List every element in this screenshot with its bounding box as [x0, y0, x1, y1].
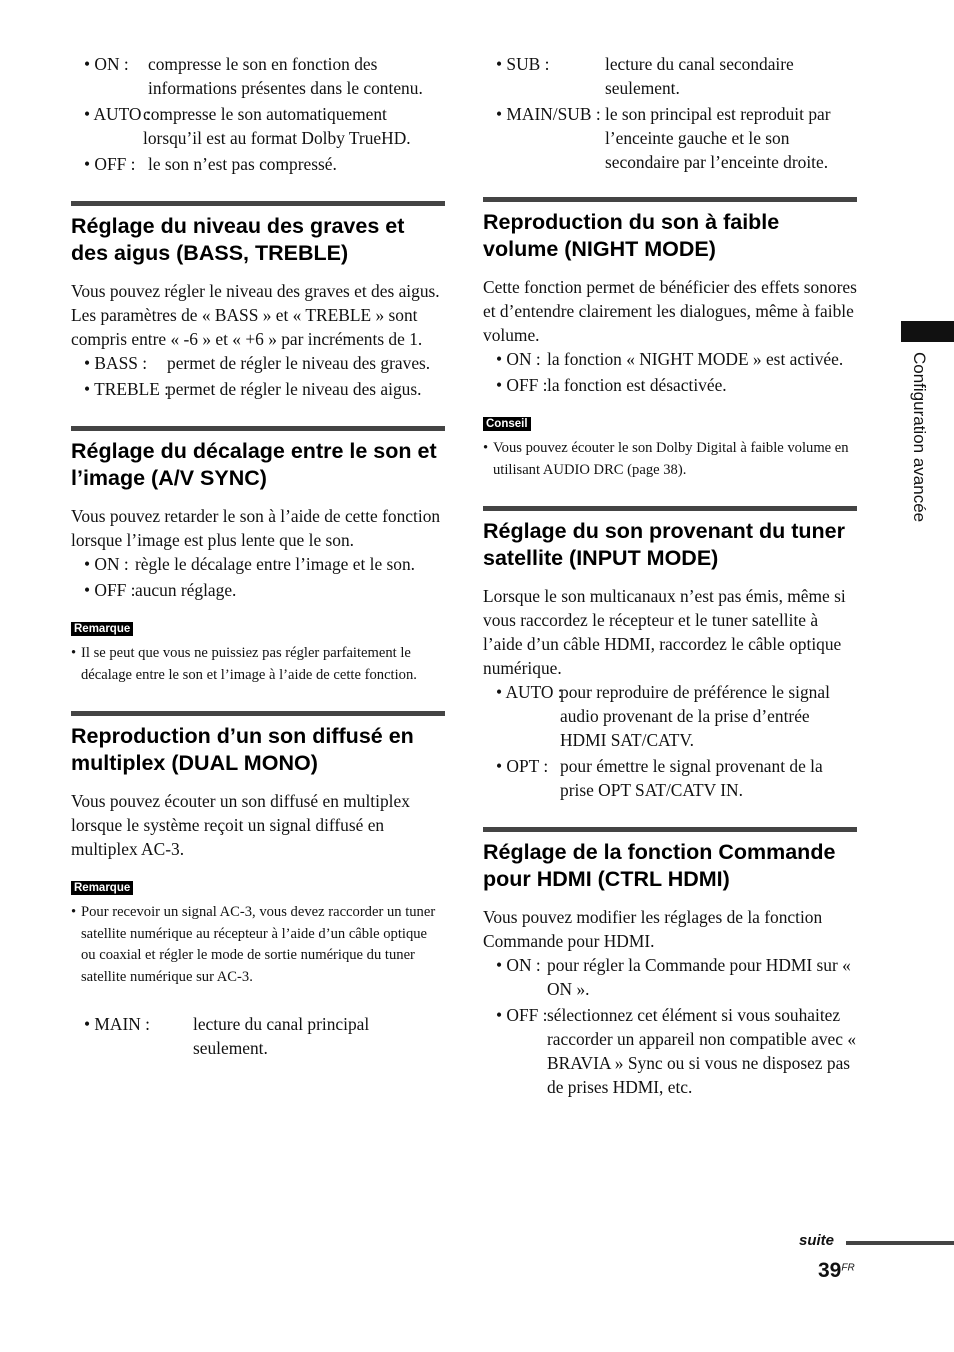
- option-label: • ON :: [84, 554, 129, 574]
- section-paragraph: Vous pouvez retarder le son à l’aide de cette fonction lorsque l’image est plus lente que le son.: [71, 506, 441, 550]
- note-badge-row: [71, 619, 445, 637]
- option-text: règle le décalage entre l’image et le son.: [135, 554, 416, 574]
- option-item: [483, 1003, 857, 1099]
- option-label: • OPT :: [496, 756, 549, 776]
- section-paragraph: Cette fonction permet de bénéficier des effets sonores et d’entendre clairement les dialogues, même à faible volume.: [483, 277, 857, 345]
- drc-option-list: [71, 0, 445, 176]
- section-paragraph: Vous pouvez écouter un son diffusé en multiplex lorsque le système reçoit un signal diffusé en multiplex AC-3.: [71, 791, 410, 859]
- note-badge-row: [483, 414, 857, 432]
- option-item: [71, 351, 445, 375]
- option-label: • MAIN/SUB :: [496, 104, 601, 124]
- option-item: [71, 552, 445, 576]
- remarque-badge: Remarque: [71, 881, 133, 895]
- page-number: [818, 1259, 855, 1283]
- option-item: [483, 953, 857, 1001]
- section-rule: [483, 197, 857, 202]
- option-text: sélectionnez cet élément si vous souhaitez raccorder un appareil non compatible avec « BRAVIA » Sync ou si vous ne disposez pas de prises HDMI, etc.: [547, 1005, 857, 1097]
- drc-option-auto: [71, 102, 445, 150]
- option-label: • ON :: [84, 54, 129, 74]
- option-text: la fonction est désactivée.: [547, 375, 727, 395]
- ctrl-hdmi-section: [483, 827, 857, 1099]
- option-item: [483, 373, 857, 397]
- section-rule: [71, 711, 445, 716]
- option-text: compresse le son automatiquement lorsqu’il est au format Dolby TrueHD.: [143, 104, 411, 148]
- continued-marker: [799, 1232, 834, 1250]
- note-bullet: •: [483, 440, 489, 456]
- suite-label: suite: [799, 1232, 835, 1249]
- option-text: permet de régler le niveau des aigus.: [167, 379, 422, 399]
- option-text: lecture du canal secondaire seulement.: [605, 54, 794, 98]
- note-text: [71, 902, 445, 988]
- note-bullet: •: [71, 904, 77, 920]
- right-column: [483, 0, 857, 1101]
- dual-mono-option-list: [483, 0, 857, 174]
- note-text: [483, 438, 857, 481]
- section-paragraph: Vous pouvez régler le niveau des graves et des aigus.: [71, 281, 440, 301]
- option-item: [483, 347, 857, 371]
- option-item: [71, 578, 445, 602]
- option-text: pour régler la Commande pour HDMI sur « ON ».: [547, 955, 851, 999]
- section-paragraph: Vous pouvez modifier les réglages de la fonction Commande pour HDMI.: [483, 907, 823, 951]
- chapter-side-label: Configuration avancée: [910, 352, 929, 523]
- option-label: • OFF :: [496, 1005, 548, 1025]
- option-item: [483, 754, 857, 802]
- dual-mono-section: [71, 711, 445, 1060]
- option-text: la fonction « NIGHT MODE » est activée.: [547, 349, 844, 369]
- conseil-badge: Conseil: [483, 417, 531, 431]
- section-title: Reproduction d’un son diffusé en multiplex (DUAL MONO): [71, 724, 414, 775]
- section-paragraph: Les paramètres de « BASS » et « TREBLE » sont compris entre « -6 » et « +6 » par incréments de 1.: [71, 305, 423, 349]
- option-label: • TREBLE :: [84, 379, 169, 399]
- option-item: [71, 377, 445, 401]
- chapter-tab-marker: [901, 321, 954, 342]
- page-number-value: 39: [818, 1259, 842, 1282]
- note-text: [71, 643, 445, 686]
- option-text: le son n’est pas compressé.: [148, 154, 337, 174]
- option-label: • MAIN :: [84, 1014, 150, 1034]
- page-language-suffix: FR: [841, 1262, 855, 1274]
- section-title: Réglage du niveau des graves et des aigus (BASS, TREBLE): [71, 214, 405, 265]
- section-rule: [483, 506, 857, 511]
- option-label: • SUB :: [496, 54, 550, 74]
- option-text: pour émettre le signal provenant de la prise OPT SAT/CATV IN.: [560, 756, 823, 800]
- av-sync-section: [71, 426, 445, 686]
- option-label: • ON :: [496, 349, 541, 369]
- night-mode-section: [483, 197, 857, 481]
- option-text: le son principal est reproduit par l’enceinte gauche et le son secondaire par l’enceinte droite.: [605, 104, 831, 172]
- option-label: • ON :: [496, 955, 541, 975]
- bass-treble-section: [71, 201, 445, 401]
- option-item: [483, 102, 857, 174]
- option-label: • OFF :: [496, 375, 548, 395]
- option-label: • OFF :: [84, 154, 136, 174]
- note-content: Il se peut que vous ne puissiez pas régler parfaitement le décalage entre le son et l’image à l’aide de cette fonction.: [81, 645, 417, 683]
- section-rule: [71, 426, 445, 431]
- option-text: aucun réglage.: [135, 580, 237, 600]
- option-label: • OFF :: [84, 580, 136, 600]
- option-text: pour reproduire de préférence le signal audio provenant de la prise d’entrée HDMI SAT/CATV.: [560, 682, 830, 750]
- left-column: [71, 0, 445, 1062]
- note-bullet: •: [71, 645, 77, 661]
- section-paragraph: Lorsque le son multicanaux n’est pas émis, même si vous raccordez le récepteur et le tuner satellite à l’aide d’un câble HDMI, raccordez le câble optique numérique.: [483, 586, 846, 678]
- option-label: • BASS :: [84, 353, 148, 373]
- note-content: Pour recevoir un signal AC-3, vous devez raccorder un tuner satellite numérique au récepteur à l’aide d’un câble optique ou coaxial et régler le mode de sortie numérique du tuner satellite numérique sur AC-3.: [81, 904, 436, 985]
- section-title: Réglage de la fonction Commande pour HDMI (CTRL HDMI): [483, 840, 836, 891]
- option-item: [71, 1012, 445, 1060]
- section-title: Reproduction du son à faible volume (NIGHT MODE): [483, 210, 780, 261]
- section-rule: [71, 201, 445, 206]
- option-label: • AUTO :: [496, 682, 563, 702]
- section-title: Réglage du son provenant du tuner satellite (INPUT MODE): [483, 519, 845, 570]
- input-mode-section: [483, 506, 857, 802]
- section-rule: [483, 827, 857, 832]
- note-badge-row: [71, 878, 445, 896]
- option-item: [483, 52, 857, 100]
- section-title: Réglage du décalage entre le son et l’image (A/V SYNC): [71, 439, 437, 490]
- remarque-badge: Remarque: [71, 622, 133, 636]
- option-item: [483, 680, 857, 752]
- note-content: Vous pouvez écouter le son Dolby Digital à faible volume en utilisant AUDIO DRC (page 38).: [493, 440, 849, 478]
- option-text: permet de régler le niveau des graves.: [167, 353, 431, 373]
- continued-rule: [846, 1241, 954, 1245]
- drc-option-on: [71, 52, 445, 100]
- option-text: compresse le son en fonction des informations présentes dans le contenu.: [148, 54, 423, 98]
- drc-option-off: [71, 152, 445, 176]
- option-label: • AUTO :: [84, 104, 151, 124]
- option-text: lecture du canal principal seulement.: [193, 1014, 370, 1058]
